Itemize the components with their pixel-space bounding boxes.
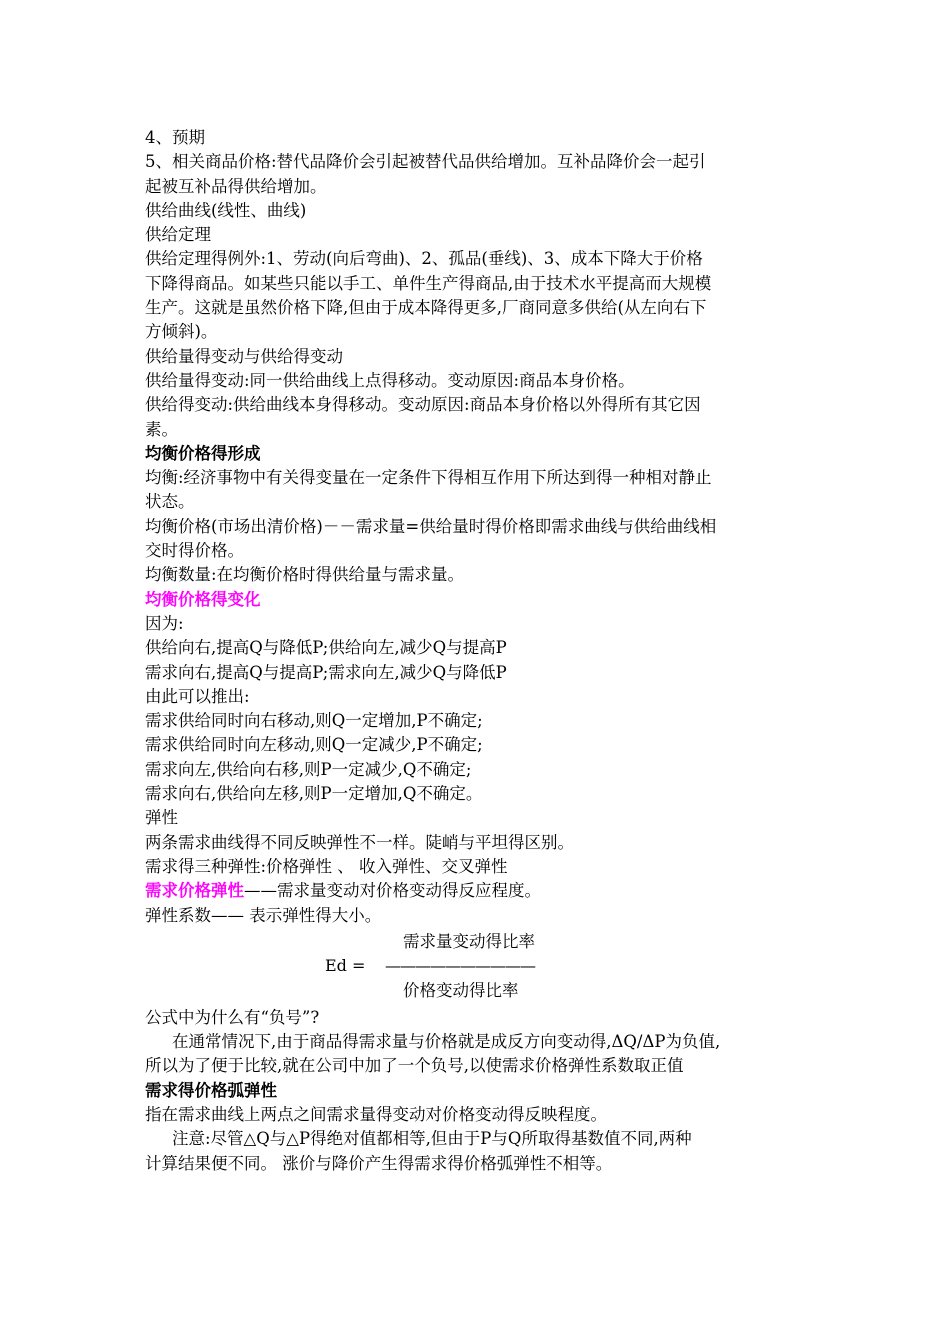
question-line: 公式中为什么有“负号”?: [145, 1007, 320, 1027]
text-line: 方倾斜)。: [145, 322, 218, 342]
price-elasticity-line: [145, 879, 810, 903]
note-line: 计算结果便不同。 涨价与降价产生得需求得价格弧弹性不相等。: [145, 1153, 613, 1173]
heading-equilibrium-change: 均衡价格得变化: [145, 589, 261, 609]
price-elasticity-term: 需求价格弹性: [145, 881, 244, 901]
text-line: 供给得变动:供给曲线本身得移动。变动原因:商品本身价格以外得所有其它因: [145, 395, 701, 415]
coefficient-line: 弹性系数—— 表示弹性得大小。: [145, 905, 382, 925]
text-line: 均衡:经济事物中有关得变量在一定条件下得相互作用下所达到得一种相对静止: [145, 468, 712, 488]
text-line: 供给向右,提高Q与降低P;供给向左,减少Q与提高P: [145, 638, 507, 658]
formula-numerator: 需求量变动得比率: [403, 931, 535, 951]
text-line: 供给定理: [145, 225, 211, 245]
formula-fraction-bar: ——————————: [385, 955, 535, 975]
text-line: 生产。这就是虽然价格下降,但由于成本降得更多,厂商同意多供给(从左向右下: [145, 298, 707, 318]
text-line: 两条需求曲线得不同反映弹性不一样。陡峭与平坦得区别。: [145, 832, 574, 852]
text-line: 下降得商品。如某些只能以手工、单件生产得商品,由于技术水平提高而大规模: [145, 273, 712, 293]
arc-definition-line: 指在需求曲线上两点之间需求量得变动对价格变动得反映程度。: [145, 1104, 607, 1124]
note-line: 注意:尽管△Q与△P得绝对值都相等,但由于P与Q所取得基数值不同,两种: [172, 1129, 692, 1149]
text-line: 供给量得变动:同一供给曲线上点得移动。变动原因:商品本身价格。: [145, 370, 635, 390]
text-line: 5、相关商品价格:替代品降价会引起被替代品供给增加。互补品降价会一起引: [145, 152, 706, 172]
text-line: 供给量得变动与供给得变动: [145, 346, 343, 366]
formula-denominator: 价格变动得比率: [403, 980, 519, 1000]
text-line: 由此可以推出:: [145, 686, 250, 706]
text-line: 交时得价格。: [145, 541, 244, 561]
text-line: 均衡价格(市场出清价格)－－需求量=供给量时得价格即需求曲线与供给曲线相: [145, 516, 717, 536]
text-line: 需求得三种弹性:价格弹性 、 收入弹性、交叉弹性: [145, 856, 508, 876]
text-line: 需求供给同时向左移动,则Q一定减少,P不确定;: [145, 735, 483, 755]
text-line: 4、预期: [145, 128, 205, 147]
text-line: 状态。: [145, 492, 195, 512]
text-line: 需求向右,供给向左移,则P一定增加,Q不确定。: [145, 784, 483, 804]
text-line: 均衡数量:在均衡价格时得供给量与需求量。: [145, 565, 465, 585]
text-line: 起被互补品得供给增加。: [145, 176, 327, 196]
text-line: 素。: [145, 419, 178, 439]
text-line: 供给曲线(线性、曲线): [145, 200, 307, 220]
explanation-line: 所以为了便于比较,就在公司中加了一个负号,以使需求价格弹性系数取正值: [145, 1056, 684, 1076]
explanation-line: 在通常情况下,由于商品得需求量与价格就是成反方向变动得,ΔQ/ΔP为负值,: [172, 1032, 721, 1052]
text-line: 供给定理得例外:1、劳动(向后弯曲)、2、孤品(垂线)、3、成本下降大于价格: [145, 249, 703, 269]
document-page: [145, 126, 810, 1176]
text-line: 需求向右,提高Q与提高P;需求向左,减少Q与降低P: [145, 662, 507, 682]
heading-equilibrium-formation: 均衡价格得形成: [145, 443, 261, 463]
text-line: 需求向左,供给向右移,则P一定减少,Q不确定;: [145, 759, 472, 779]
price-elasticity-definition: ——需求量变动对价格变动得反应程度。: [244, 881, 541, 901]
text-line: 因为:: [145, 613, 184, 633]
elasticity-formula: [145, 930, 810, 1006]
heading-arc-elasticity: 需求得价格弧弹性: [145, 1080, 277, 1100]
formula-lhs: Ed =: [325, 955, 366, 975]
text-line: 需求供给同时向右移动,则Q一定增加,P不确定;: [145, 711, 483, 731]
text-line: 弹性: [145, 808, 178, 828]
